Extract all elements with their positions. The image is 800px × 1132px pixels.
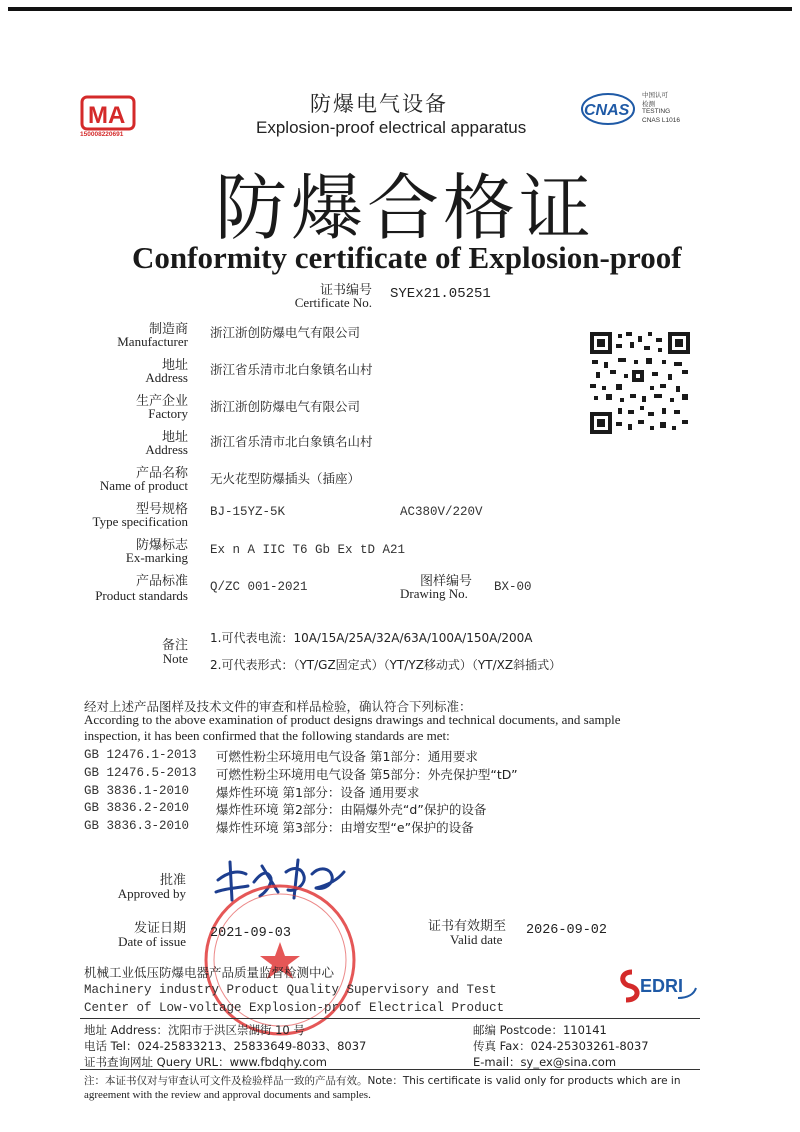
cnas-no: CNAS L1016	[642, 117, 680, 124]
approved-label-cn: 批准	[159, 873, 186, 888]
main-title-en: Conformity certificate of Explosion-proof	[132, 240, 682, 275]
issue-date-label-en: Date of issue	[118, 934, 186, 949]
standard-code: GB 3836.2-2010	[84, 801, 190, 815]
sedri-logo	[618, 968, 698, 1006]
contact-address: 地址 Address：沈阳市于洪区崇湖街 10 号	[84, 1023, 305, 1037]
standard-code: GB 12476.1-2013	[84, 748, 197, 762]
header-title-cn: 防爆电气设备	[310, 92, 448, 116]
top-border	[8, 7, 792, 11]
note-label-en: Note	[162, 651, 188, 666]
standard-code: GB 3836.3-2010	[84, 819, 190, 833]
manufacturer-value: 浙江浙创防爆电气有限公司	[210, 325, 361, 340]
product-name-label-cn: 产品名称	[135, 466, 188, 481]
valid-date-label-cn: 证书有效期至	[428, 919, 507, 934]
manufacturer-label-en: Manufacturer	[117, 334, 188, 349]
valid-date-value: 2026-09-02	[526, 923, 608, 938]
ex-marking-label-en: Ex-marking	[125, 550, 188, 565]
sedri-logo-text: EDRI	[640, 976, 684, 996]
qr-code	[588, 330, 692, 436]
cma-number: 150008220691	[80, 131, 124, 138]
contact-bottom-rule	[80, 1069, 700, 1070]
standard-name: 可燃性粉尘环境用电气设备 第5部分：外壳保护型“tD”	[216, 767, 518, 782]
address1-value: 浙江省乐清市北白象镇名山村	[210, 362, 373, 377]
type-spec-label-en: Type specification	[92, 514, 188, 529]
address1-label-en: Address	[145, 370, 188, 385]
org-name-cn: 机械工业低压防爆电器产品质量监督检测中心	[84, 965, 335, 980]
address1-label-cn: 地址	[161, 358, 188, 373]
cnas-cn2: 检测	[642, 100, 655, 108]
cnas-cn: 中国认可	[642, 91, 668, 99]
factory-label-cn: 生产企业	[135, 394, 188, 409]
issue-date-label-cn: 发证日期	[133, 921, 186, 936]
product-standards-label-cn: 产品标准	[135, 574, 188, 589]
valid-date-label-en: Valid date	[450, 932, 503, 947]
standard-name: 爆炸性环境 第1部分：设备 通用要求	[216, 785, 420, 800]
note-line-2: 2.可代表形式：（YT/GZ固定式）（YT/YZ移动式）（YT/XZ斜插式）	[210, 658, 562, 672]
product-standards-value: Q/ZC 001-2021	[210, 580, 308, 594]
address2-value: 浙江省乐清市北白象镇名山村	[210, 434, 373, 449]
standard-code: GB 3836.1-2010	[84, 784, 190, 798]
official-seal	[200, 880, 360, 1040]
drawing-no-value: BX-00	[494, 580, 532, 594]
certificate-label-cn: 证书编号	[319, 283, 372, 298]
address2-label-cn: 地址	[161, 430, 188, 445]
standard-name: 爆炸性环境 第3部分：由增安型“e”保护的设备	[216, 820, 474, 835]
contact-fax: 传真 Fax：024-25303261-8037	[473, 1039, 649, 1053]
ex-marking-label-cn: 防爆标志	[135, 538, 188, 553]
note-label-cn: 备注	[161, 638, 188, 653]
issue-date-value: 2021-09-03	[210, 926, 292, 941]
cnas-en: TESTING	[642, 108, 671, 115]
factory-value: 浙江浙创防爆电气有限公司	[210, 399, 361, 414]
examination-en-2: inspection, it has been confirmed that the following standards are met:	[84, 728, 450, 743]
contact-postcode: 邮编 Postcode：110141	[473, 1023, 607, 1037]
product-name-value: 无火花型防爆插头（插座）	[210, 471, 361, 486]
cnas-logo	[580, 90, 690, 130]
type-spec-value: BJ-15YZ-5K	[210, 505, 286, 519]
standard-name: 爆炸性环境 第2部分：由隔爆外壳“d”保护的设备	[216, 802, 487, 817]
contact-tel: 电话 Tel：024-25833213、25833649-8033、8037	[84, 1039, 367, 1053]
approved-label-en: Approved by	[117, 886, 186, 901]
standard-code: GB 12476.5-2013	[84, 766, 197, 780]
footer-note-1: 注：本证书仅对与审查认可文件及检验样品一致的产品有效。Note：This certificate is valid only for products which are in	[84, 1075, 681, 1087]
drawing-no-label-en: Drawing No.	[400, 586, 468, 601]
footer-note-2: agreement with the review and approval documents and samples.	[84, 1089, 371, 1101]
org-name-en-1: Machinery industry Product Quality Supervisory and Test	[84, 983, 497, 997]
org-name-en-2: Center of Low-voltage Explosion-proof Electrical Product	[84, 1001, 505, 1015]
cnas-logo-text: CNAS	[584, 102, 630, 119]
contact-email: E-mail：sy_ex@sina.com	[473, 1055, 617, 1069]
type-spec-voltage: AC380V/220V	[400, 505, 483, 519]
drawing-no-label-cn: 图样编号	[420, 574, 473, 589]
contact-top-rule	[80, 1018, 700, 1019]
address2-label-en: Address	[145, 442, 188, 457]
header-title-en: Explosion-proof electrical apparatus	[256, 118, 527, 137]
type-spec-label-cn: 型号规格	[135, 502, 188, 517]
examination-en-1: According to the above examination of product designs drawings and technical documents, and sample	[84, 712, 621, 727]
cma-logo-text: MA	[88, 102, 126, 129]
examination-cn: 经对上述产品图样及技术文件的审查和样品检验，确认符合下列标准：	[84, 699, 472, 714]
certificate-label-en: Certificate No.	[294, 295, 372, 310]
manufacturer-label-cn: 制造商	[148, 322, 188, 337]
product-standards-label-en: Product standards	[95, 588, 188, 603]
main-title-cn: 防爆合格证	[215, 166, 596, 250]
ex-marking-value: Ex n A IIC T6 Gb Ex tD A21	[210, 543, 406, 557]
cma-logo	[80, 95, 138, 145]
product-name-label-en: Name of product	[99, 478, 188, 493]
note-line-1: 1.可代表电流：10A/15A/25A/32A/63A/100A/150A/200A	[210, 631, 533, 645]
standard-name: 可燃性粉尘环境用电气设备 第1部分：通用要求	[216, 749, 478, 764]
contact-query-url: 证书查询网址 Query URL：www.fbdqhy.com	[84, 1055, 328, 1069]
certificate-number: SYEx21.05251	[390, 286, 491, 302]
factory-label-en: Factory	[148, 406, 188, 421]
